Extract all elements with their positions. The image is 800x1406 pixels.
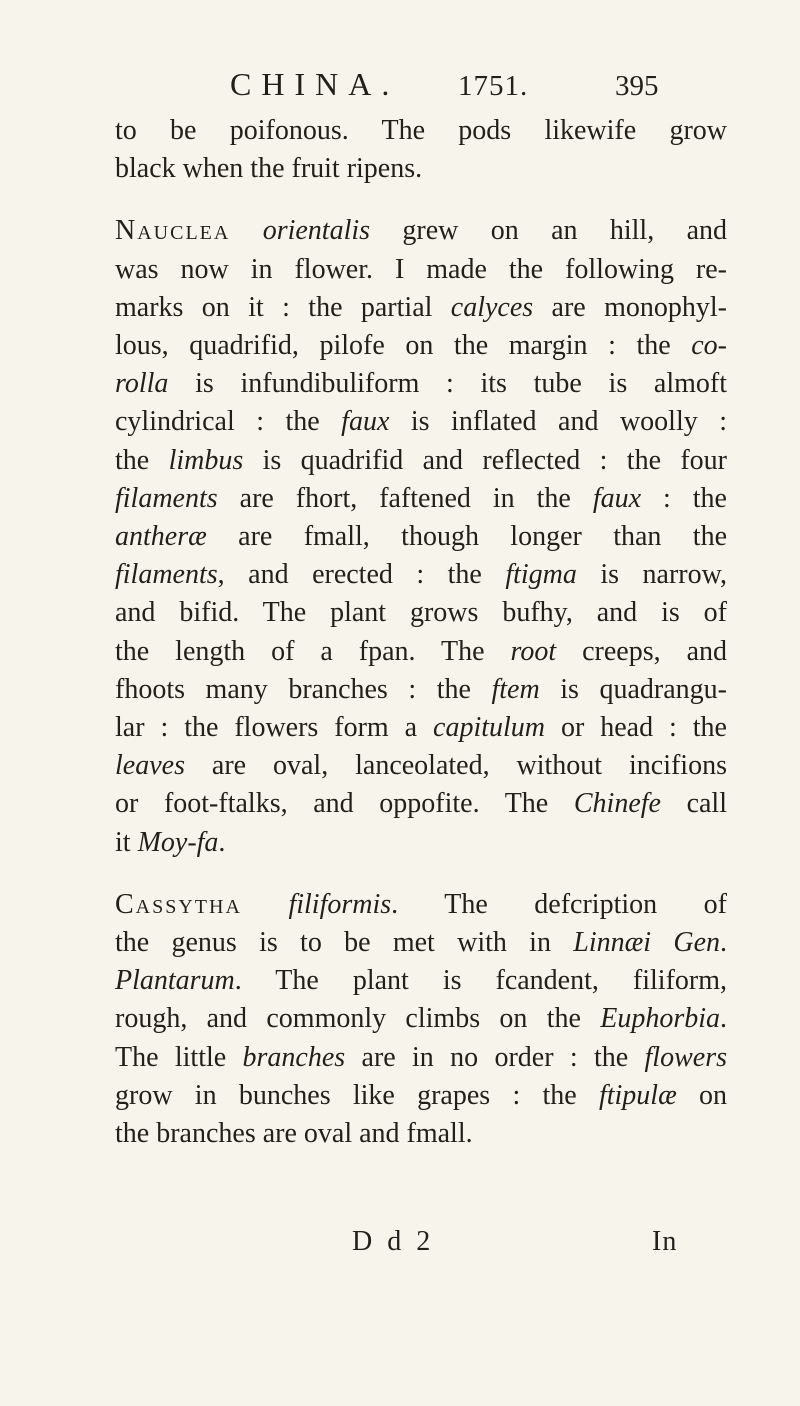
text-line: antheræ are fmall, though longer than the bbox=[115, 521, 727, 553]
text-line: cylindrical : the faux is inflated and woolly : bbox=[115, 406, 727, 438]
running-head: CHINA. bbox=[230, 66, 400, 102]
text-line: was now in flower. I made the following re- bbox=[115, 253, 727, 285]
text-line: rough, and commonly climbs on the Euphorbia. bbox=[115, 1003, 727, 1035]
signature-mark: D d 2 bbox=[352, 1226, 435, 1257]
page-footer bbox=[352, 1226, 732, 1266]
text-line: it Moy-fa. bbox=[115, 826, 226, 858]
text-line: Nauclea orientalis grew on an hill, and bbox=[115, 215, 727, 247]
year: 1751. bbox=[458, 70, 529, 102]
text-line: lar : the flowers form a capitulum or head : the bbox=[115, 712, 727, 744]
text-line: fhoots many branches : the ftem is quadrangu- bbox=[115, 673, 727, 705]
text-line: filaments, and erected : the ftigma is narrow, bbox=[115, 559, 727, 591]
text-line: lous, quadrifid, pilofe on the margin : the co- bbox=[115, 330, 727, 362]
page-number: 395 bbox=[615, 70, 659, 102]
paragraph-gap bbox=[115, 862, 727, 886]
text-line: Cassytha filiformis. The defcription of bbox=[115, 888, 727, 920]
text-line: grow in bunches like grapes : the ftipulæ on bbox=[115, 1079, 728, 1111]
catchword: In bbox=[652, 1226, 678, 1257]
text-line: and bifid. The plant grows bufhy, and is of bbox=[115, 597, 727, 629]
paragraph bbox=[115, 886, 727, 1153]
text-line: the branches are oval and fmall. bbox=[115, 1118, 473, 1150]
body-text bbox=[115, 112, 727, 1153]
text-line: black when the fruit ripens. bbox=[115, 153, 423, 185]
text-line: The little branches are in no order : the flowers bbox=[115, 1041, 727, 1073]
text-line: marks on it : the partial calyces are monophyl- bbox=[115, 291, 727, 323]
paragraph bbox=[115, 212, 727, 861]
text-line: the genus is to be met with in Linnæi Gen. bbox=[115, 927, 728, 959]
paragraph-gap bbox=[115, 188, 727, 212]
text-line: the length of a fpan. The root creeps, and bbox=[115, 635, 727, 667]
paragraph bbox=[115, 112, 727, 188]
text-line: rolla is infundibuliform : its tube is almoft bbox=[115, 368, 727, 400]
text-line: leaves are oval, lanceolated, without incifions bbox=[115, 750, 727, 782]
text-line: or foot-ftalks, and oppofite. The Chinefe call bbox=[115, 788, 727, 820]
text-line: Plantarum. The plant is fcandent, filiform, bbox=[115, 965, 727, 997]
text-line: filaments are fhort, faftened in the faux : the bbox=[115, 482, 727, 514]
text-line: the limbus is quadrifid and reflected : the four bbox=[115, 444, 727, 476]
text-line: to be poifonous. The pods likewife grow bbox=[115, 115, 727, 146]
